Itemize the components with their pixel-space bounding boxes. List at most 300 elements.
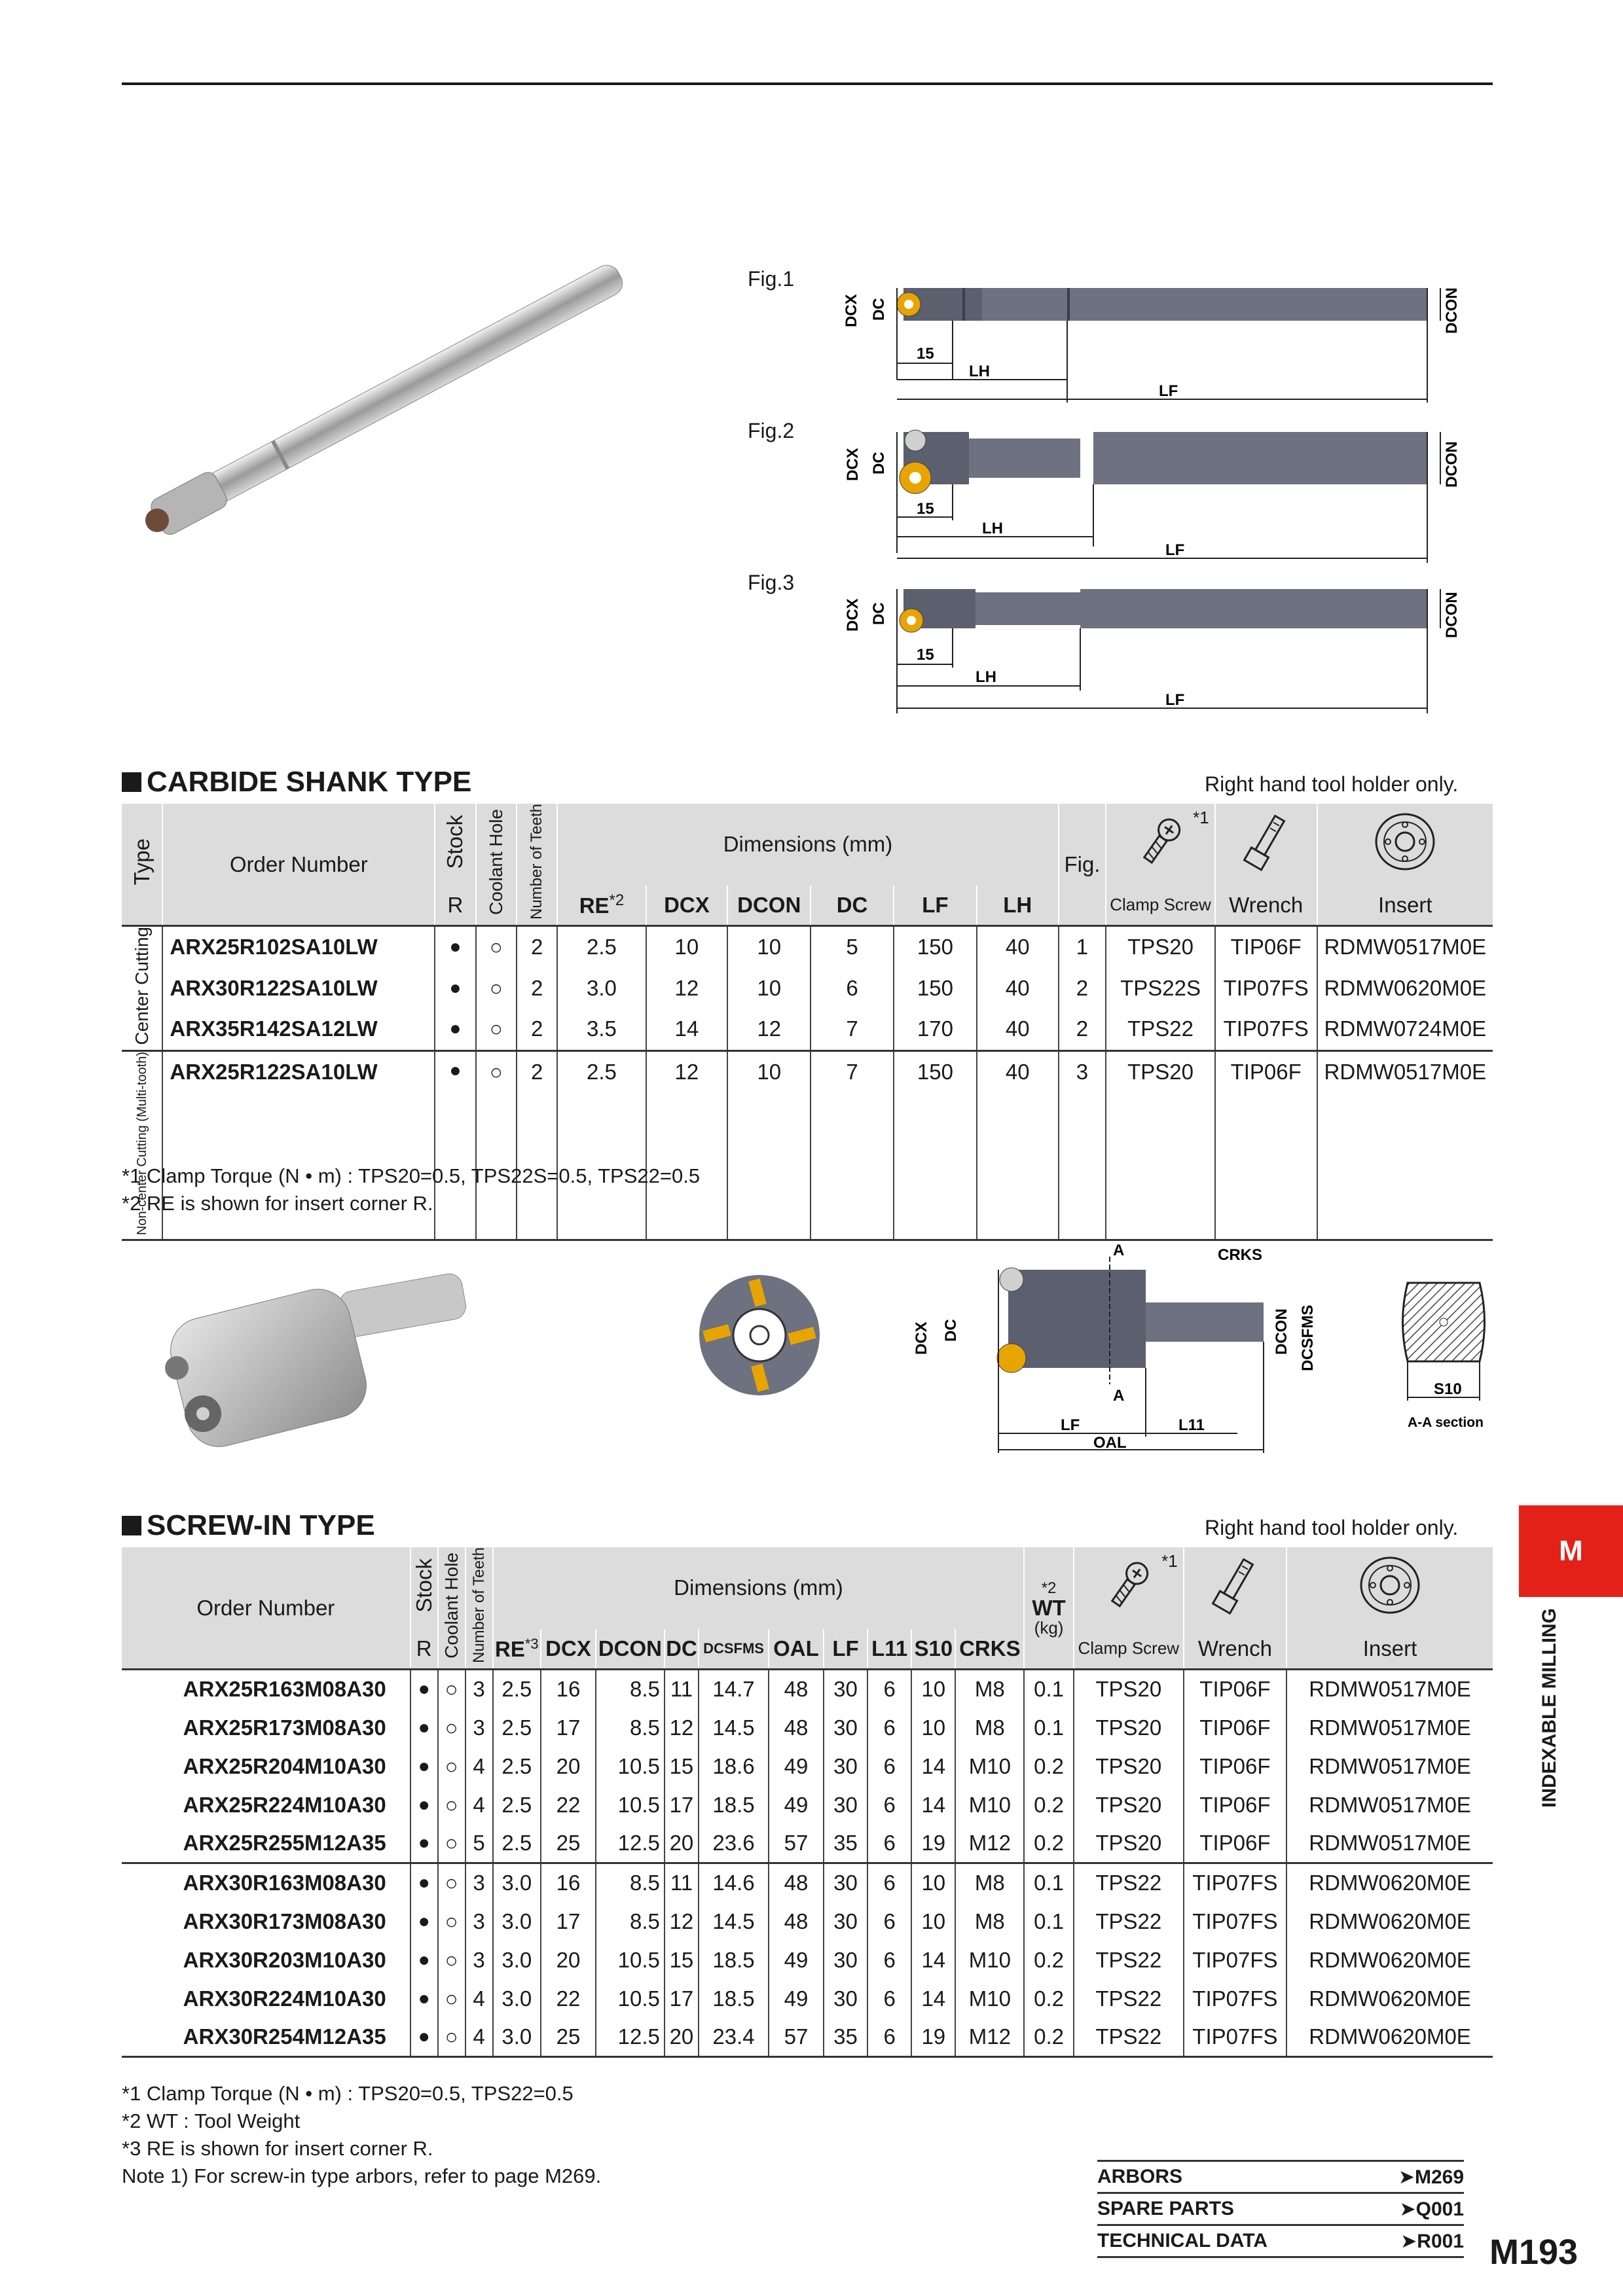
l11-value: 6 (867, 2018, 911, 2057)
table-row (122, 1670, 1493, 1709)
fig3-label: Fig.3 (748, 571, 795, 594)
s10-value: 19 (911, 2018, 955, 2057)
s10-value: 14 (911, 1747, 955, 1785)
dcon-value: 8.5 (596, 1670, 665, 1709)
dc-value: 11 (665, 1670, 699, 1709)
dcx-value: 10 (646, 926, 728, 968)
re-value: 2.5 (493, 1824, 541, 1863)
dcsfms-value: 18.6 (699, 1747, 769, 1785)
hdr-crks: CRKS (955, 1629, 1024, 1670)
hdr-coolant: Coolant Hole (485, 808, 506, 915)
screw-spec-table (122, 1547, 1493, 2058)
dcsfms-value: 23.6 (699, 1824, 769, 1863)
crks-value: M8 (955, 1863, 1024, 1903)
clamp-value: TPS20 (1074, 1708, 1184, 1747)
order-number: ARX30R122SA10LW (162, 968, 435, 1009)
fig1-drawing (818, 275, 1480, 406)
hdr-r: R (410, 1629, 438, 1670)
dcx-value: 22 (541, 1979, 596, 2018)
dcx-value: 20 (541, 1941, 596, 1979)
lf-value: 30 (824, 1708, 867, 1747)
insert-value: RDMW0620M0E (1317, 968, 1493, 1009)
hdr-order-number: Order Number (162, 804, 435, 926)
fig-value: 1 (1059, 926, 1106, 968)
wrench-value: TIP07FS (1215, 968, 1317, 1009)
screw-right-hand-note: Right hand tool holder only. (1205, 1516, 1459, 1539)
dcon-value: 12.5 (596, 1824, 665, 1863)
carbide-section-title: CARBIDE SHANK TYPE (122, 766, 471, 798)
lf-value: 35 (824, 1824, 867, 1863)
insert-value: RDMW0517M0E (1317, 1050, 1493, 1240)
teeth-count: 4 (465, 1785, 493, 1824)
wrench-icon (1215, 804, 1317, 886)
svg-text:DCON: DCON (1443, 441, 1461, 488)
stock-mark: ● (410, 1747, 438, 1785)
clamp-screw-icon: *1 (1106, 804, 1214, 886)
clamp-value: TPS20 (1074, 1747, 1184, 1785)
hdr-r: R (435, 886, 475, 926)
table-row (122, 1785, 1493, 1824)
s10-value: 10 (911, 1670, 955, 1709)
ref-spare-parts[interactable]: SPARE PARTS ➤Q001 (1097, 2192, 1464, 2224)
l11-value: 6 (867, 1863, 911, 1903)
svg-text:L11: L11 (1178, 1416, 1205, 1434)
clamp-value: TPS20 (1106, 926, 1214, 968)
dcx-value: 12 (646, 968, 728, 1009)
oal-value: 48 (769, 1708, 824, 1747)
wrench-value: TIP06F (1215, 926, 1317, 968)
lf-value: 35 (824, 2018, 867, 2057)
teeth-count: 3 (465, 1902, 493, 1941)
dcon-value: 8.5 (596, 1902, 665, 1941)
dcsfms-value: 14.6 (699, 1863, 769, 1903)
carbide-shank-photo (137, 262, 674, 563)
lf-value: 30 (824, 1785, 867, 1824)
re-value: 3.0 (493, 2018, 541, 2057)
fig1-dim-dc: DC (870, 298, 888, 321)
table-row (122, 1863, 1493, 1903)
order-number: ARX25R255M12A35 (122, 1824, 410, 1863)
hdr-clamp: Clamp Screw (1074, 1629, 1184, 1670)
crks-value: M8 (955, 1708, 1024, 1747)
dc-value: 7 (811, 1050, 894, 1240)
teeth-count: 3 (465, 1670, 493, 1709)
ref-arbors[interactable]: ARBORS ➤M269 (1097, 2160, 1464, 2192)
carbide-right-hand-note: Right hand tool holder only. (1205, 772, 1459, 796)
table-row (122, 926, 1493, 968)
insert-value: RDMW0517M0E (1317, 926, 1493, 968)
stock-mark: ● (435, 1009, 475, 1050)
lh-value: 40 (977, 1009, 1059, 1050)
hdr-insert: Insert (1317, 886, 1493, 926)
screw-in-side-drawing (897, 1244, 1329, 1466)
coolant-mark: ○ (438, 1863, 465, 1903)
dcsfms-value: 14.7 (699, 1670, 769, 1709)
hdr-dcsfms: DCSFMS (699, 1629, 769, 1670)
wt-value: 0.1 (1024, 1670, 1074, 1709)
insert-value: RDMW0517M0E (1286, 1785, 1493, 1824)
carbide-note-2: *2 RE is shown for insert corner R. (122, 1192, 433, 1215)
svg-text:DCX: DCX (844, 448, 862, 481)
group-noncenter-cutting: Non-center Cutting (Multi-tooth) (122, 1050, 162, 1240)
order-number: ARX30R203M10A30 (183, 1947, 386, 1972)
section-label-indexable-milling: INDEXABLE MILLING (1539, 1608, 1560, 1808)
coolant-mark: ○ (438, 1670, 465, 1709)
teeth-count: 2 (517, 1050, 557, 1240)
teeth-count: 3 (465, 1708, 493, 1747)
insert-value: RDMW0620M0E (1286, 1979, 1493, 2018)
table-row (122, 1708, 1493, 1747)
dcx-value: 14 (646, 1009, 728, 1050)
svg-text:15: 15 (917, 646, 934, 664)
dcon-value: 8.5 (596, 1863, 665, 1903)
fig-value: 2 (1059, 968, 1106, 1009)
table-row (122, 1009, 1493, 1050)
hdr-teeth: Number of Teeth (528, 804, 546, 920)
wt-value: 0.1 (1024, 1902, 1074, 1941)
table-row (122, 1902, 1493, 1941)
clamp-value: TPS20 (1074, 1785, 1184, 1824)
order-number: ARX25R224M10A30 (183, 1792, 386, 1817)
clamp-value: TPS20 (1074, 1670, 1184, 1709)
l11-value: 6 (867, 1979, 911, 2018)
dc-value: 12 (665, 1708, 699, 1747)
dc-value: 20 (665, 2018, 699, 2057)
wt-value: 0.2 (1024, 1979, 1074, 2018)
crks-value: M12 (955, 1824, 1024, 1863)
insert-value: RDMW0517M0E (1286, 1747, 1493, 1785)
svg-text:LF: LF (1165, 691, 1185, 709)
hdr-re: RE$^{*2}$ (557, 886, 646, 926)
dcon-value: 10.5 (596, 1941, 665, 1979)
hdr-dimensions: Dimensions (mm) (557, 804, 1058, 886)
svg-text:DCSFMS: DCSFMS (1299, 1304, 1317, 1371)
wt-value: 0.1 (1024, 1863, 1074, 1903)
wt-value: 0.2 (1024, 1785, 1074, 1824)
fig1-dim-lf: LF (1159, 382, 1178, 400)
lf-value: 30 (824, 1863, 867, 1903)
re-value: 3.0 (493, 1979, 541, 2018)
svg-text:DCON: DCON (1273, 1308, 1290, 1355)
wrench-value: TIP06F (1184, 1670, 1286, 1709)
re-value: 3.5 (557, 1009, 646, 1050)
clamp-value: TPS22 (1074, 1941, 1184, 1979)
hdr-wrench: Wrench (1215, 886, 1317, 926)
teeth-count: 2 (517, 968, 557, 1009)
re-value: 2.5 (557, 1050, 646, 1240)
dc-value: 17 (665, 1785, 699, 1824)
s10-value: 14 (911, 1785, 955, 1824)
wt-value: 0.2 (1024, 1747, 1074, 1785)
lf-value: 30 (824, 1747, 867, 1785)
teeth-count: 4 (465, 1747, 493, 1785)
re-value: 2.5 (493, 1670, 541, 1709)
coolant-mark: ○ (476, 1050, 517, 1240)
dcx-value: 17 (541, 1902, 596, 1941)
clamp-value: TPS22 (1074, 2018, 1184, 2057)
fig1-label: Fig.1 (748, 267, 795, 291)
order-number: ARX25R122SA10LW (162, 1050, 435, 1240)
stock-mark: ● (435, 1050, 475, 1240)
dcon-value: 10.5 (596, 1747, 665, 1785)
lf-value: 170 (894, 1009, 977, 1050)
dc-value: 12 (665, 1902, 699, 1941)
wrench-value: TIP07FS (1184, 1979, 1286, 2018)
insert-value: RDMW0620M0E (1286, 1941, 1493, 1979)
re-value: 2.5 (493, 1785, 541, 1824)
table-row (122, 1941, 1493, 1979)
wrench-value: TIP06F (1215, 1050, 1317, 1240)
wrench-value: TIP07FS (1184, 1902, 1286, 1941)
re-value: 3.0 (493, 1941, 541, 1979)
s10-value: 10 (911, 1863, 955, 1903)
lf-value: 150 (894, 926, 977, 968)
hdr-lf: LF (894, 886, 977, 926)
re-value: 2.5 (493, 1708, 541, 1747)
dc-value: 15 (665, 1747, 699, 1785)
lf-value: 30 (824, 1670, 867, 1709)
stock-mark: ● (410, 1670, 438, 1709)
lf-value: 30 (824, 1902, 867, 1941)
dcon-value: 8.5 (596, 1708, 665, 1747)
hdr-l11: L11 (867, 1629, 911, 1670)
l11-value: 6 (867, 1785, 911, 1824)
section-tab-m[interactable]: M (1519, 1505, 1623, 1597)
stock-mark: ● (410, 1941, 438, 1979)
hdr-insert: Insert (1286, 1629, 1493, 1670)
reference-links (1097, 2160, 1464, 2258)
wt-value: 0.2 (1024, 2018, 1074, 2057)
hdr-dc: DC (665, 1629, 699, 1670)
wrench-value: TIP07FS (1184, 1941, 1286, 1979)
oal-value: 48 (769, 1863, 824, 1903)
fig2-drawing (818, 422, 1480, 566)
svg-text:A: A (1113, 1244, 1125, 1259)
ref-technical-data[interactable]: TECHNICAL DATA ➤R001 (1097, 2224, 1464, 2258)
clamp-value: TPS22S (1106, 968, 1214, 1009)
svg-text:A-A section: A-A section (1408, 1415, 1484, 1430)
lh-value: 40 (977, 1050, 1059, 1240)
fig2-label: Fig.2 (748, 419, 795, 442)
hdr-fig: Fig. (1059, 804, 1106, 926)
dc-value: 17 (665, 1979, 699, 2018)
page-number: M193 (1489, 2233, 1578, 2272)
wrench-value: TIP07FS (1215, 1009, 1317, 1050)
hdr-lf: LF (824, 1629, 867, 1670)
oal-value: 57 (769, 1824, 824, 1863)
hdr-clamp: Clamp Screw (1106, 886, 1214, 926)
l11-value: 6 (867, 1670, 911, 1709)
l11-value: 6 (867, 1747, 911, 1785)
stock-mark: ● (410, 1824, 438, 1863)
dcx-value: 12 (646, 1050, 728, 1240)
crks-value: M8 (955, 1902, 1024, 1941)
dcsfms-value: 14.5 (699, 1902, 769, 1941)
insert-value: RDMW0620M0E (1286, 1863, 1493, 1903)
stock-mark: ● (410, 1979, 438, 2018)
hdr-dc: DC (811, 886, 894, 926)
wt-value: 0.1 (1024, 1708, 1074, 1747)
svg-text:OAL: OAL (1093, 1434, 1127, 1452)
wrench-value: TIP07FS (1184, 2018, 1286, 2057)
dc-value: 7 (811, 1009, 894, 1050)
stock-mark: ● (435, 968, 475, 1009)
dcon-value: 10.5 (596, 1785, 665, 1824)
oal-value: 49 (769, 1785, 824, 1824)
coolant-mark: ○ (438, 1902, 465, 1941)
s10-value: 14 (911, 1979, 955, 2018)
screw-note-2: *2 WT : Tool Weight (122, 2109, 301, 2132)
s10-value: 10 (911, 1902, 955, 1941)
insert-icon (1286, 1547, 1493, 1629)
dcon-value: 12 (727, 1009, 811, 1050)
insert-value: RDMW0620M0E (1286, 2018, 1493, 2057)
table-row (122, 1824, 1493, 1863)
clamp-value: TPS22 (1106, 1009, 1214, 1050)
dc-value: 6 (811, 968, 894, 1009)
re-value: 2.5 (493, 1747, 541, 1785)
coolant-mark: ○ (438, 1785, 465, 1824)
oal-value: 49 (769, 1747, 824, 1785)
lf-value: 150 (894, 968, 977, 1009)
stock-mark: ● (410, 1863, 438, 1903)
svg-text:LH: LH (976, 668, 996, 686)
hdr-oal: OAL (769, 1629, 824, 1670)
l11-value: 6 (867, 1941, 911, 1979)
teeth-count: 2 (517, 1009, 557, 1050)
clamp-value: TPS22 (1074, 1863, 1184, 1903)
wrench-value: TIP06F (1184, 1824, 1286, 1863)
dcx-value: 25 (541, 2018, 596, 2057)
svg-text:DCON: DCON (1443, 592, 1461, 638)
lf-value: 30 (824, 1941, 867, 1979)
coolant-mark: ○ (438, 1708, 465, 1747)
stock-mark: ● (410, 1902, 438, 1941)
table-row (122, 1747, 1493, 1785)
screw-note-4: Note 1) For screw-in type arbors, refer to page M269. (122, 2164, 602, 2187)
svg-text:LH: LH (982, 520, 1003, 537)
table-row (122, 968, 1493, 1009)
screw-in-photo (137, 1263, 478, 1460)
carbide-notes (122, 1162, 700, 1217)
coolant-mark: ○ (438, 1941, 465, 1979)
teeth-count: 4 (465, 2018, 493, 2057)
hdr-coolant: Coolant Hole (441, 1552, 462, 1659)
clamp-value: TPS22 (1074, 1979, 1184, 2018)
hdr-dcon: DCON (727, 886, 811, 926)
dcon-value: 10.5 (596, 1979, 665, 2018)
fig3-drawing (818, 576, 1480, 720)
screw-note-1: *1 Clamp Torque (N • m) : TPS20=0.5, TPS22=0.5 (122, 2082, 574, 2105)
fig-value: 3 (1059, 1050, 1106, 1240)
coolant-mark: ○ (476, 968, 517, 1009)
wrench-icon (1184, 1547, 1286, 1629)
l11-value: 6 (867, 1824, 911, 1863)
re-value: 3.0 (557, 968, 646, 1009)
hdr-dimensions: Dimensions (mm) (493, 1547, 1025, 1629)
teeth-count: 4 (465, 1979, 493, 2018)
stock-mark: ● (410, 2018, 438, 2057)
stock-mark: ● (410, 1785, 438, 1824)
fig1-dim-dcx: DCX (843, 294, 860, 327)
top-rule (122, 82, 1493, 85)
stock-mark: ● (410, 1708, 438, 1747)
oal-value: 49 (769, 1941, 824, 1979)
fig-value: 2 (1059, 1009, 1106, 1050)
insert-value: RDMW0517M0E (1286, 1708, 1493, 1747)
stock-mark: ● (435, 926, 475, 968)
svg-text:CRKS: CRKS (1218, 1246, 1263, 1264)
oal-value: 49 (769, 1979, 824, 2018)
coolant-mark: ○ (476, 1009, 517, 1050)
svg-text:LF: LF (1165, 541, 1185, 559)
crks-value: M10 (955, 1979, 1024, 2018)
coolant-mark: ○ (476, 926, 517, 968)
teeth-count: 5 (465, 1824, 493, 1863)
hdr-teeth: Number of Teeth (469, 1547, 488, 1663)
order-number: ARX30R254M12A35 (122, 2018, 410, 2057)
insert-value: RDMW0517M0E (1286, 1824, 1493, 1863)
dc-value: 15 (665, 1941, 699, 1979)
svg-text:15: 15 (917, 500, 934, 518)
wrench-value: TIP06F (1184, 1785, 1286, 1824)
oal-value: 48 (769, 1902, 824, 1941)
dcsfms-value: 23.4 (699, 2018, 769, 2057)
dc-value: 5 (811, 926, 894, 968)
dcsfms-value: 18.5 (699, 1979, 769, 2018)
lf-value: 150 (894, 1050, 977, 1240)
re-value: 2.5 (557, 926, 646, 968)
svg-text:S10: S10 (1434, 1380, 1462, 1398)
coolant-mark: ○ (438, 2018, 465, 2057)
svg-text:DCX: DCX (913, 1321, 930, 1355)
a-a-section-drawing (1395, 1270, 1493, 1466)
hdr-dcx: DCX (541, 1629, 596, 1670)
table-row (122, 2018, 1493, 2057)
group-center-cutting: Center Cutting (122, 926, 162, 1051)
fig1-dim-15: 15 (917, 345, 934, 363)
svg-text:LF: LF (1061, 1416, 1080, 1434)
l11-value: 6 (867, 1708, 911, 1747)
order-number: ARX25R173M08A30 (183, 1715, 386, 1740)
table-row (122, 1979, 1493, 2018)
screw-notes (122, 2080, 601, 2190)
clamp-screw-icon: *1 (1074, 1547, 1184, 1629)
hdr-dcx: DCX (646, 886, 728, 926)
hdr-order-number: Order Number (122, 1547, 410, 1670)
order-number: ARX25R102SA10LW (162, 926, 435, 968)
order-number: ARX30R173M08A30 (183, 1909, 386, 1933)
order-number: ARX35R142SA12LW (162, 1009, 435, 1050)
insert-icon (1317, 804, 1493, 886)
hdr-lh: LH (977, 886, 1059, 926)
screw-in-front-view (694, 1270, 825, 1401)
wrench-value: TIP06F (1184, 1708, 1286, 1747)
hdr-s10: S10 (911, 1629, 955, 1670)
fig1-dim-lh: LH (969, 363, 990, 380)
l11-value: 6 (867, 1902, 911, 1941)
s10-value: 19 (911, 1824, 955, 1863)
teeth-count: 2 (517, 926, 557, 968)
wt-value: 0.2 (1024, 1941, 1074, 1979)
clamp-value: TPS20 (1106, 1050, 1214, 1240)
dcx-value: 22 (541, 1785, 596, 1824)
coolant-mark: ○ (438, 1747, 465, 1785)
s10-value: 14 (911, 1941, 955, 1979)
dcx-value: 17 (541, 1708, 596, 1747)
wrench-value: TIP07FS (1184, 1863, 1286, 1903)
wt-value: 0.2 (1024, 1824, 1074, 1863)
